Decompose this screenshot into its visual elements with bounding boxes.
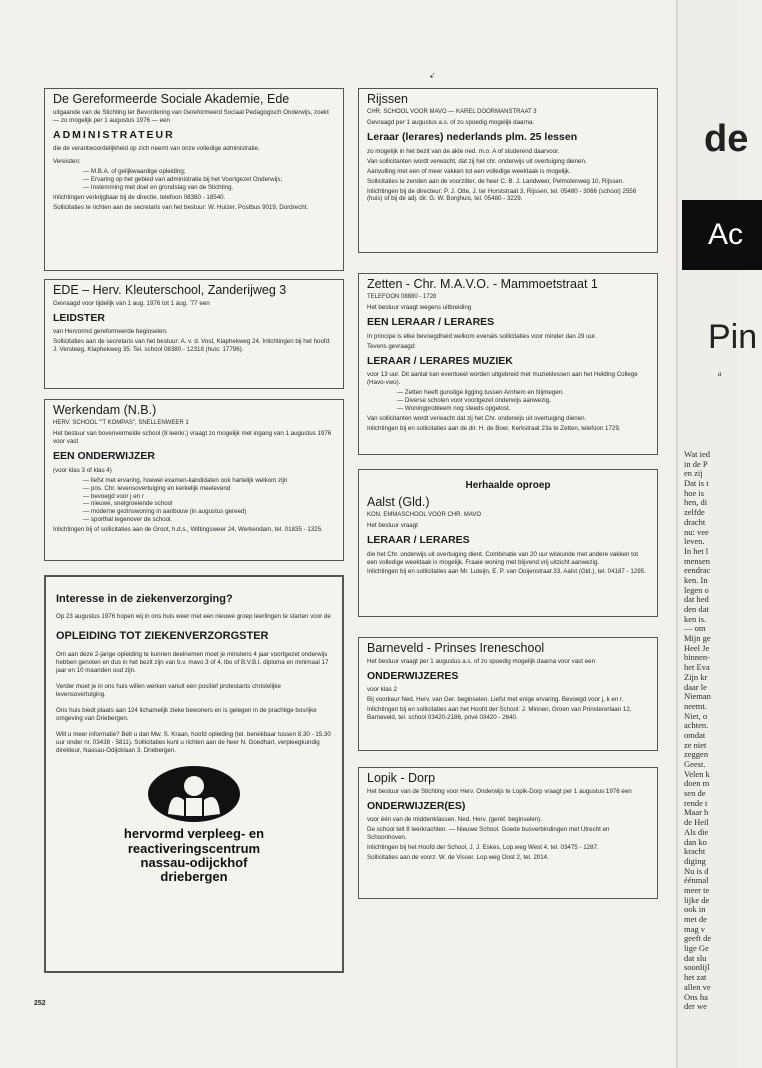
ad-akademie [44, 88, 344, 271]
ad-werkendam [44, 399, 344, 561]
right-page-body-line: Als die [684, 826, 709, 837]
right-page-body-line: Ons ha [684, 991, 708, 1002]
ad-klas: voor klas 2 [367, 686, 397, 694]
right-page-body-line: zelfde [684, 507, 705, 518]
right-page-body-line: soonlijl [684, 962, 710, 973]
right-page-body-line: Nieman [684, 691, 711, 702]
right-page-body-line: zeggen [684, 749, 709, 760]
ad-position: ONDERWIJZERES [367, 669, 459, 682]
ad-info: Inlichtingen verkrijgbaar bij de directie, telefoon 08380 - 18540. [53, 193, 226, 201]
list-item: — bevoegd voor j en r [83, 493, 335, 501]
right-page-body-line: den dat [684, 604, 709, 614]
right-page-body-line: met de [684, 914, 707, 924]
right-page-body-line: neemt. [684, 700, 707, 711]
ad-ziekenverzorging [44, 575, 344, 973]
right-page-body-line: lijke de [684, 894, 710, 905]
right-page-body-line: eendrac [684, 565, 711, 576]
right-page-body-line: Heel Je [684, 642, 710, 653]
list-item: — Diverse scholen voor voortgezet onderwijs aanwezig. [397, 397, 649, 405]
right-page-body-line: legen o [684, 584, 709, 595]
ad-intro: Het bestuur vraagt per 1 augustus a.s. of zo spoedig mogelijk daarna voor vast een [367, 657, 596, 665]
right-page-body-line: sen de [684, 788, 706, 799]
ad-wanted: Gevraagd voor tijdelijk van 1 aug. 1976 tot 1 aug. '77 een [53, 299, 210, 307]
ad-klas: (voor klas 3 of klas 4) [53, 466, 112, 474]
ad-paragraph: Verder moet je in ons huis willen werken vanuit een positief protestants christelijke levensovertuiging. [56, 682, 281, 698]
ad-paragraph: Van sollicitanten wordt verwacht, dat zij het chr. onderwijs uit overtuiging dienen. [367, 157, 587, 165]
right-page-box-text: Ac [708, 218, 744, 251]
ad-intro: Het bestuur van de Stichting voor Herv. Onderwijs te Lopik-Dorp vraagt per 1 augustus 1976 een [367, 787, 632, 795]
list-item: — Instemming met doel en grondslag van de Stichting. [83, 184, 335, 192]
right-page-body-line: omdat [684, 729, 706, 740]
right-page-body-line: Dat is t [684, 478, 709, 489]
ad-paragraph: Aanvulling met een of meer vakken tot een volledige weektaak is mogelijk. [367, 167, 571, 175]
ad-paragraph: Van sollicitanten wordt verwacht dat zij het Chr. onderwijs uit overtuiging dienen. [367, 414, 587, 422]
right-page-body-line: achten. [684, 720, 709, 731]
ad-info: Inlichtingen bij en sollicitaties aan Mr. Luteijn, E. P. van Ooijenstraat 33, Aalst (Gld.), tel. 04187 - 1295. [367, 568, 646, 576]
right-page-body-line: leven. [684, 536, 705, 547]
ad-duties: die de verantwoordelijkheid op zich neemt van onze volledige administratie. [53, 145, 260, 153]
right-page-body-line: Maar h [684, 807, 709, 818]
list-item: — pos. Chr. levensovertuiging en kerkelijk meelevend [83, 485, 335, 493]
logo-line: reactiveringscentrum [127, 840, 261, 856]
logo-line: hervormd verpleeg- en [123, 826, 265, 842]
right-page-body-line: het Eva [684, 662, 710, 673]
list-item: — sporthal tegenover de school. [83, 516, 335, 524]
ad-title: Werkendam (N.B.) [53, 403, 157, 417]
list-item: — nieuwe, snelgroeiende school [83, 500, 335, 508]
ad-title: EDE – Herv. Kleuterschool, Zanderijweg 3 [53, 283, 287, 297]
right-page-body-line: Nu is d [684, 865, 709, 876]
right-page-body-line: Wat ied [684, 449, 710, 459]
ad-paragraph: Om aan deze 2-jarige opleiding te kunnen deelnemen moet je minstens 4 jaar voortgezet onderwijs hebben genoten en dus in het bezit zijn van b.v. mavo 3 of 4, lbo of B.V.B.I. diploma en minimaal 17 jaar en 10 maanden oud zijn. [56, 651, 329, 674]
list-item: — M.B.A. of gelijkwaardige opleiding; [83, 168, 335, 176]
ad-position: ONDERWIJZER(ES) [367, 799, 466, 812]
ad-position: EEN ONDERWIJZER [53, 450, 155, 463]
ad-paragraph: die het Chr. onderwijs uit overtuiging dient. Combinatie van 20 uur wiskunde met andere vakken tot een volledige weektaak is mogelijk. Fraaie woning met blijvend vrij uitzicht aanwezig. [367, 550, 639, 566]
ad-rijssen [358, 88, 658, 253]
right-page-small: a [718, 370, 722, 378]
list-item: — moderne gezinswoning in aanbouw (in augustus gereed) [83, 508, 335, 516]
ad-paragraph: voor één van de middenklassen. Ned. Herv. (geref. beginselen). [367, 816, 542, 824]
ad-paragraph: Ons huis biedt plaats aan 124 lichamelijk zieke bewoners en is gelegen in de prachtige bosrijke omgeving van Driebergen. [56, 706, 317, 722]
organization-logo [56, 764, 332, 884]
list-item: — Zetten heeft gunstige ligging tussen Arnhem en Nijmegen. [397, 389, 649, 397]
ad-intro: uitgaande van de Stichting ter Bevordering van Gereformeerd Sociaal Pedagogisch Onderwijs, zoekt — zo mogelijk per 1 augustus 1976 — een [53, 108, 329, 124]
ad-info: Inlichtingen bij of sollicitaties aan de Groot, h.d.s., Wittingsweer 24, Werkendam, tel. 01835 - 1325. [53, 526, 323, 534]
right-page-body-line: der we [684, 1001, 707, 1012]
ad-info: Inlichtingen bij de directeur: P. J. Otte, J. ter Horststraat 3, Rijssen, tel. 05480 - 3066 (school) 2556 (huis) of bij de adj. dir. G. W. Borghuis, tel. 05480 - 3229. [367, 187, 637, 203]
right-page-body-line: mag v [684, 923, 706, 934]
right-page-body-line: geeft de [684, 933, 712, 944]
left-column [44, 88, 344, 981]
ad-also: Tevens gevraagd: [367, 342, 416, 350]
ad-heading: OPLEIDING TOT ZIEKENVERZORGSTER [56, 630, 269, 643]
ad-position: EEN LERAAR / LERARES [367, 316, 495, 329]
ad-position: LERAAR / LERARES MUZIEK [367, 354, 513, 367]
right-page-body-line: dracht [684, 516, 706, 527]
right-page-title: de [704, 118, 749, 160]
ad-info: Inlichtingen bij en sollicitaties aan het Hoofd der School: J. Minnen, Groen van Prinstererlaan 12, Barneveld, tel. school 03420-2186, privé 03420 - 2640. [367, 706, 632, 721]
ad-apply: Sollicitaties aan de voorz. W. de Visser, Lop.weg Oost 2, tel. 2014. [367, 853, 549, 861]
page-number: 252 [34, 1000, 46, 1007]
right-page-body-line: dat slu [684, 952, 707, 963]
right-page-body-line: doen m [684, 778, 710, 789]
list-item: — Woningprobleem nog steeds opgelost. [397, 405, 649, 413]
right-page-body-line: Zijn kr [684, 671, 708, 682]
ad-apply: Sollicitaties te zenden aan de voorzitter, de heer C. B. J. Landweer, Pelmolenweg 10, Rijssen. [367, 177, 624, 185]
right-page-body-line: ze niet [684, 739, 707, 750]
right-page-body-line: Mijn ge [684, 633, 711, 644]
logo-line: nassau-odijckhof [140, 855, 248, 871]
right-page-body-line: en zij [684, 468, 703, 479]
right-page-body-line: ook in [684, 904, 706, 915]
ad-zetten [358, 273, 658, 455]
ad-title: Zetten - Chr. M.A.V.O. - Mammoetstraat 1 [367, 277, 598, 291]
right-page-body-line: rende t [684, 797, 708, 808]
right-page-body-line: mensen [684, 555, 710, 566]
ad-items [83, 477, 335, 525]
right-page-body-line: dan ko [684, 836, 707, 847]
ad-intro: Het bestuur van bovenvermelde school (8 leerkr.) vraagt zo mogelijk met ingang van 1 augustus 1976 voor vast [53, 430, 332, 446]
right-page-body-line: dat hed [684, 594, 709, 605]
right-page-body-line: daar le [684, 681, 707, 692]
ad-barneveld [358, 637, 658, 751]
right-page-body-line: nu: vee [684, 526, 709, 537]
right-page-black-box [682, 200, 762, 270]
ad-intro: Het bestuur vraagt wegens uitbreiding [367, 304, 472, 312]
ad-subtitle: KON. EMMASCHOOL VOOR CHR. MAVO [367, 511, 482, 518]
right-page-body-line: hoe is [684, 487, 705, 498]
right-page-body-line: binnen- [684, 652, 710, 663]
ad-position: LERAAR / LERARES [367, 534, 470, 547]
right-page-body-line: ken is. [684, 613, 707, 624]
ad-subtitle: CHR. SCHOOL VOOR MAVO — KAREL DOORMANSTRAAT 3 [367, 108, 537, 115]
right-page [678, 0, 758, 1068]
ad-info: Inlichtingen bij het Hoofd der School, J. J. Eskes, Lop.weg West 4, tel. 03475 - 1287. [367, 843, 599, 851]
ad-subtitle: TELEFOON 08880 - 1728 [367, 293, 437, 300]
right-page-body-line: Velen k [684, 768, 710, 779]
ad-paragraph: zo mogelijk in het bezit van de akte ned. m.o. A of studerend daarvoor. [367, 147, 560, 155]
ad-apply: Sollicitaties te richten aan de secretaris van het bestuur: W. Huizer, Postbus 9019, Dordrecht. [53, 203, 309, 211]
ad-position: Leraar (lerares) nederlands plm. 25 lessen [367, 131, 578, 144]
ad-kleuterschool [44, 279, 344, 389]
top-mark: ▪' [430, 72, 435, 81]
list-item: — Ervaring op het gebied van administratie bij het Voortgezet Onderwijs; [83, 176, 335, 184]
right-page-body [684, 450, 744, 1012]
ad-paragraph: In principe is elke bevoegdheid welkom evenals sollicitaties voor minder dan 29 uur. [367, 332, 597, 340]
right-page-body-line: ken. In [684, 574, 708, 585]
nassau-odijckhof-logo-icon [146, 764, 242, 824]
ad-apply: Sollicitaties aan de secretaris van het bestuur: A. v. d. Vost, Klaphekweg 24. Inlichtingen bij het hoofd: J. Versteeg, Klaphekweg 35. Tel. school 08380 - 12318 (huis: 17796). [53, 338, 331, 353]
ad-paragraph: Op 23 augustus 1976 hopen wij in ons huis weer met een nieuwe groep leerlingen te starten voor de [56, 613, 331, 621]
right-page-body-line: diging [684, 855, 706, 866]
right-page-body-line: lige Ge [684, 943, 709, 954]
ad-lopik [358, 767, 658, 899]
right-column [358, 88, 658, 907]
right-page-body-line: de Heil [684, 817, 709, 828]
ad-title: De Gereformeerde Sociale Akademie, Ede [53, 92, 290, 106]
ad-paragraph: De school telt 8 leerkrachten. — Nieuwe School. Goede busverbindingen met Utrecht en Schoonhoven. [367, 826, 610, 841]
ad-paragraph: Wilt u meer informatie? Belt u dan Mw. S. Kraan, hoofd opleiding (tel. bereikbaar tussen 8.30 - 15.30 uur onder nr. 03438 - 5811). Sollicitaties kunt u richten aan de heer N. Goedhart, verpleegkundig direkteur, Nassau-Odijcklaan 3, Driebergen. [56, 730, 331, 754]
ad-title: Barneveld - Prinses Ireneschool [367, 641, 545, 655]
ad-title: Aalst (Gld.) [367, 494, 430, 509]
ad-info: Inlichtingen bij en sollicitaties aan de dir. H. de Boer, Kerkstraat 23a te Zetten, telefoon 1729. [367, 424, 621, 432]
ad-title: Rijssen [367, 92, 408, 106]
right-page-body-line: kracht [684, 846, 706, 857]
right-page-body-line: Niet, o [684, 710, 708, 721]
ad-aalst [358, 469, 658, 617]
ad-wanted: Gevraagd per 1 augustus a.s. of zo spoedig mogelijk daarna: [367, 119, 535, 127]
ad-subtitle: HERV. SCHOOL "'T KOMPAS", SNELLENWEER 1 [53, 419, 189, 426]
ad-req-label: Vereisten: [53, 158, 81, 165]
list-item: — liefst met ervaring, hoewel examen-kandidaten ook hartelijk welkom zijn [83, 477, 335, 485]
right-page-body-line: in de P [684, 458, 708, 469]
ad-requirements [83, 168, 335, 192]
right-page-body-line: het zat [684, 972, 707, 983]
right-page-heading: Pin [708, 318, 758, 356]
right-page-body-line: hen, di [684, 497, 708, 508]
ad-items [397, 389, 649, 413]
ad-banner: Herhaalde oproep [465, 480, 551, 491]
ad-title: Interesse in de ziekenverzorging? [56, 593, 233, 605]
right-page-body-line: — om [684, 623, 706, 634]
right-page-body-line: In het l [684, 545, 709, 556]
ad-position: ADMINISTRATEUR [53, 128, 175, 141]
right-page-body-line: éénmal [684, 875, 709, 886]
ad-requirement: van Hervormd gereformeerde beginselen. [53, 328, 168, 336]
ad-position: LEIDSTER [53, 311, 105, 324]
ad-paragraph: Bij voorkeur Ned. Herv. van Ger. beginselen. Liefst met enige ervaring. Bevoegd voor j, k en r. [367, 696, 624, 704]
right-page-body-line: allen ve [684, 981, 711, 992]
ad-intro: Het bestuur vraagt [367, 522, 418, 530]
logo-line: driebergen [160, 869, 228, 885]
right-page-body-line: Geest. [684, 759, 706, 769]
ad-paragraph: voor 13 uur. Dit aantal kan eventueel worden uitgebreid met muzieklessen aan het Helding College (Havo-vwo). [367, 371, 638, 387]
right-page-body-line: meer te [684, 884, 710, 895]
ad-title: Lopik - Dorp [367, 771, 436, 785]
